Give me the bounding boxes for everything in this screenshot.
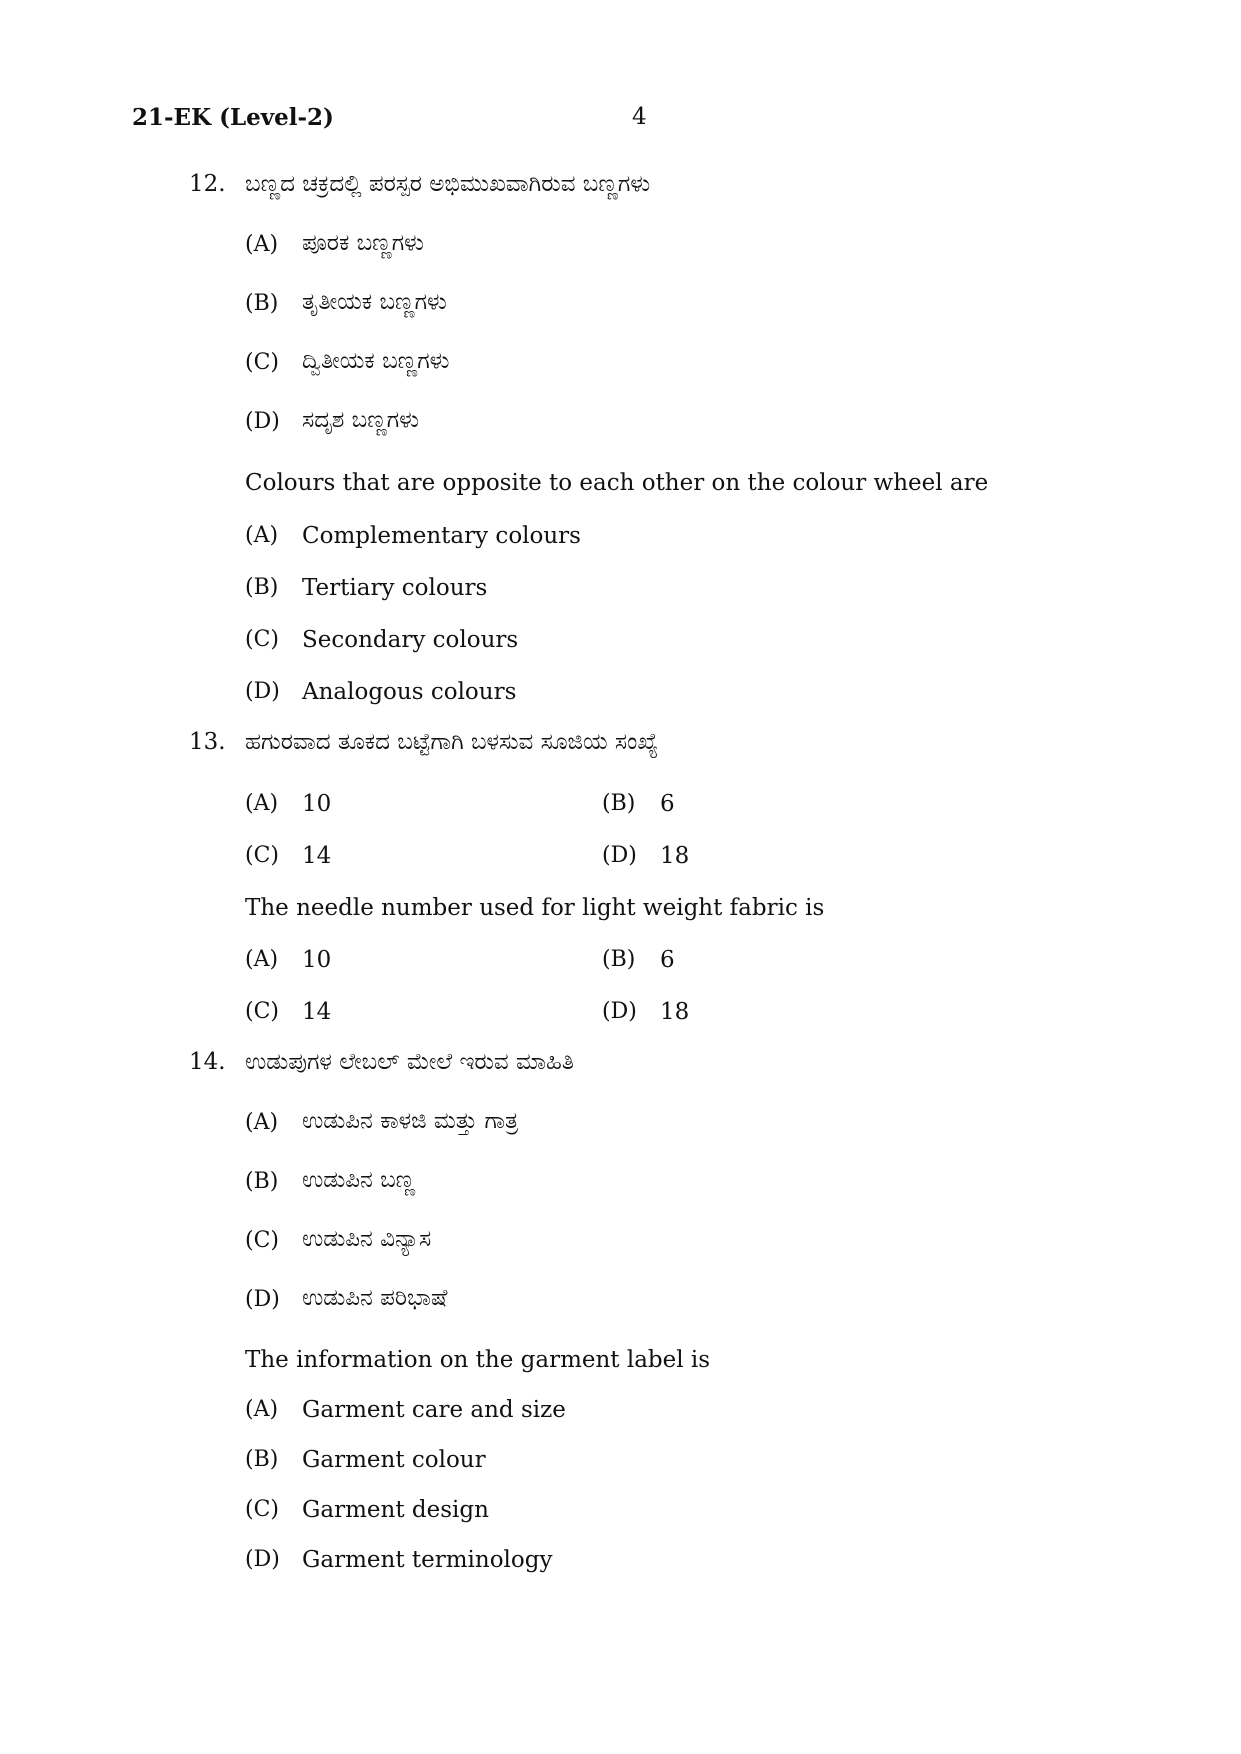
- option-text: Complementary colours: [302, 523, 581, 549]
- option-label: (C): [245, 1497, 279, 1522]
- option-text: ಉಡುಪಿನ ಕಾಳಜಿ ಮತ್ತು ಗಾತ್ರ: [302, 1108, 519, 1134]
- option-label: (D): [245, 679, 280, 704]
- option-text: 14: [302, 843, 332, 869]
- question-stem-kannada: ಹಗುರವಾದ ತೂಕದ ಬಟ್ಟೆಗಾಗಿ ಬಳಸುವ ಸೂಜಿಯ ಸಂಖ್ಯೆ: [245, 729, 659, 755]
- option-label: (C): [245, 1228, 279, 1253]
- question-stem-english: The needle number used for light weight fabric is: [245, 895, 825, 921]
- option-text: Analogous colours: [302, 679, 517, 705]
- option-text: ಉಡುಪಿನ ಬಣ್ಣ: [302, 1167, 416, 1193]
- question-number: 14.: [189, 1049, 226, 1075]
- page-number: 4: [632, 104, 647, 130]
- option-text: 6: [660, 791, 675, 817]
- option-label: (D): [602, 999, 637, 1024]
- option-text: 6: [660, 947, 675, 973]
- option-label: (A): [245, 1397, 279, 1422]
- question-stem-kannada: ಬಣ್ಣದ ಚಕ್ರದಲ್ಲಿ ಪರಸ್ಪರ ಅಭಿಮುಖವಾಗಿರುವ ಬಣ್ಣಗಳು: [245, 171, 651, 197]
- question-number: 12.: [189, 171, 226, 197]
- question-number: 13.: [189, 729, 226, 755]
- option-text: ಉಡುಪಿನ ಪರಿಭಾಷೆ: [302, 1285, 448, 1311]
- option-label: (D): [245, 1547, 280, 1572]
- option-label: (B): [245, 1169, 279, 1194]
- option-text: Garment design: [302, 1497, 489, 1523]
- option-label: (A): [245, 232, 279, 257]
- option-text: Tertiary colours: [302, 575, 488, 601]
- option-label: (B): [245, 575, 279, 600]
- option-text: Garment care and size: [302, 1397, 566, 1423]
- question-stem-english: The information on the garment label is: [245, 1347, 711, 1373]
- option-label: (C): [245, 627, 279, 652]
- option-text: Secondary colours: [302, 627, 519, 653]
- question-stem-kannada: ಉಡುಪುಗಳ ಲೇಬಲ್ ಮೇಲೆ ಇರುವ ಮಾಹಿತಿ: [245, 1049, 574, 1075]
- option-label: (C): [245, 999, 279, 1024]
- option-label: (B): [245, 291, 279, 316]
- option-label: (A): [245, 523, 279, 548]
- option-text: ಉಡುಪಿನ ವಿನ್ಯಾಸ: [302, 1226, 432, 1252]
- option-text: ತೃತೀಯಕ ಬಣ್ಣಗಳು: [302, 289, 447, 315]
- option-label: (C): [245, 350, 279, 375]
- option-text: 10: [302, 947, 332, 973]
- option-label: (A): [245, 947, 279, 972]
- option-text: 18: [660, 999, 690, 1025]
- option-label: (B): [602, 791, 636, 816]
- option-text: ದ್ವಿತೀಯಕ ಬಣ್ಣಗಳು: [302, 348, 450, 374]
- option-label: (D): [602, 843, 637, 868]
- option-label: (A): [245, 1110, 279, 1135]
- option-text: 10: [302, 791, 332, 817]
- paper-code: 21-EK (Level-2): [132, 104, 334, 131]
- option-label: (B): [245, 1447, 279, 1472]
- option-text: ಸದೃಶ ಬಣ್ಣಗಳು: [302, 407, 420, 433]
- option-label: (A): [245, 791, 279, 816]
- question-stem-english: Colours that are opposite to each other on the colour wheel are: [245, 470, 989, 496]
- option-label: (C): [245, 843, 279, 868]
- option-text: 18: [660, 843, 690, 869]
- option-text: Garment colour: [302, 1447, 486, 1473]
- option-label: (D): [245, 409, 280, 434]
- option-text: 14: [302, 999, 332, 1025]
- option-label: (B): [602, 947, 636, 972]
- option-text: ಪೂರಕ ಬಣ್ಣಗಳು: [302, 230, 424, 256]
- option-label: (D): [245, 1287, 280, 1312]
- option-text: Garment terminology: [302, 1547, 553, 1573]
